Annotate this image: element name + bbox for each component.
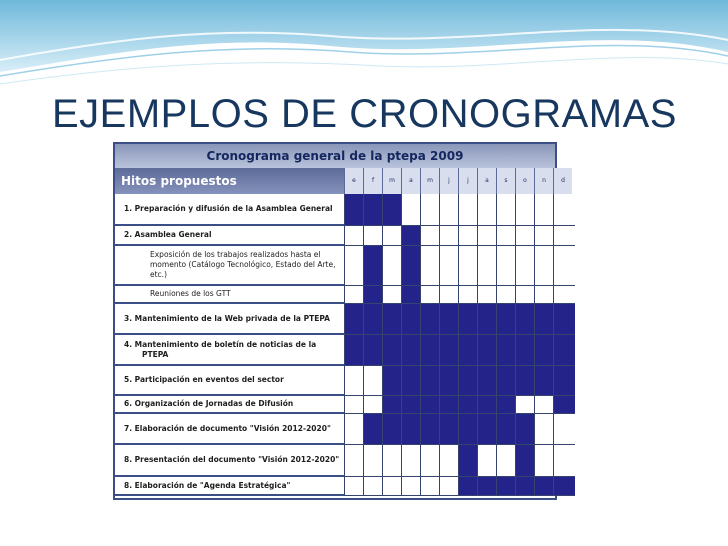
- milestone-label: 3. Mantenimiento de la Web privada de la PTEPA: [115, 304, 344, 335]
- table-row: [115, 366, 555, 396]
- gantt-bar-cell: [477, 396, 496, 414]
- gantt-bar-cell: [458, 396, 477, 414]
- gantt-empty-cell: [477, 246, 496, 286]
- gantt-empty-cell: [363, 226, 382, 246]
- milestone-label: 1. Preparación y difusión de la Asamblea General: [115, 194, 344, 226]
- gantt-bar-cell: [515, 304, 534, 335]
- gantt-empty-cell: [458, 226, 477, 246]
- gantt-bar-cell: [496, 335, 515, 366]
- gantt-bar-cell: [401, 246, 420, 286]
- header-wave-decoration: [0, 0, 728, 90]
- gantt-bar-cell: [363, 246, 382, 286]
- gantt-empty-cell: [553, 414, 575, 445]
- gantt-empty-cell: [515, 396, 534, 414]
- milestone-label: 5. Participación en eventos del sector: [115, 366, 344, 396]
- gantt-bar-cell: [401, 414, 420, 445]
- gantt-empty-cell: [534, 396, 553, 414]
- gantt-bar-cell: [534, 477, 553, 496]
- gantt-empty-cell: [439, 194, 458, 226]
- gantt-bar-cell: [420, 414, 439, 445]
- gantt-bar-cell: [515, 445, 534, 477]
- month-header: a: [401, 168, 420, 194]
- gantt-empty-cell: [496, 246, 515, 286]
- milestone-label: 8. Elaboración de "Agenda Estratégica": [115, 477, 344, 496]
- month-header: o: [515, 168, 534, 194]
- gantt-empty-cell: [344, 246, 363, 286]
- gantt-empty-cell: [420, 445, 439, 477]
- gantt-empty-cell: [439, 226, 458, 246]
- milestones-header: Hitos propuestos: [121, 174, 237, 188]
- gantt-empty-cell: [344, 286, 363, 304]
- gantt-empty-cell: [458, 194, 477, 226]
- gantt-bar-cell: [477, 304, 496, 335]
- gantt-empty-cell: [344, 477, 363, 496]
- gantt-empty-cell: [458, 286, 477, 304]
- gantt-bar-cell: [477, 366, 496, 396]
- milestone-label: 8. Presentación del documento "Visión 2012-2020": [115, 445, 344, 477]
- gantt-empty-cell: [515, 286, 534, 304]
- gantt-bar-cell: [496, 414, 515, 445]
- gantt-empty-cell: [420, 194, 439, 226]
- gantt-chart: [113, 142, 565, 500]
- table-row: [115, 335, 555, 366]
- gantt-bar-cell: [515, 477, 534, 496]
- gantt-empty-cell: [534, 286, 553, 304]
- month-header: m: [420, 168, 439, 194]
- gantt-empty-cell: [477, 445, 496, 477]
- gantt-bar-cell: [344, 335, 363, 366]
- gantt-empty-cell: [534, 194, 553, 226]
- gantt-bar-cell: [439, 414, 458, 445]
- month-header: n: [534, 168, 553, 194]
- table-row: [115, 396, 555, 414]
- gantt-bar-cell: [515, 414, 534, 445]
- gantt-empty-cell: [344, 366, 363, 396]
- gantt-bar-cell: [363, 414, 382, 445]
- gantt-empty-cell: [458, 246, 477, 286]
- gantt-bar-cell: [363, 194, 382, 226]
- month-header: s: [496, 168, 515, 194]
- month-header: j: [439, 168, 458, 194]
- gantt-empty-cell: [534, 226, 553, 246]
- gantt-bar-cell: [534, 366, 553, 396]
- slide-title: EJEMPLOS DE CRONOGRAMAS: [52, 92, 677, 136]
- gantt-empty-cell: [439, 477, 458, 496]
- gantt-empty-cell: [382, 477, 401, 496]
- gantt-empty-cell: [420, 286, 439, 304]
- gantt-bar-cell: [439, 366, 458, 396]
- gantt-bar-cell: [420, 304, 439, 335]
- gantt-bar-cell: [496, 477, 515, 496]
- table-row: [115, 445, 555, 477]
- gantt-empty-cell: [363, 396, 382, 414]
- gantt-bar-cell: [477, 477, 496, 496]
- gantt-bar-cell: [458, 477, 477, 496]
- gantt-empty-cell: [344, 396, 363, 414]
- gantt-empty-cell: [534, 246, 553, 286]
- gantt-bar-cell: [401, 335, 420, 366]
- milestone-label: Exposición de los trabajos realizados hasta el momento (Catálogo Tecnológico, Estado del Arte, etc.): [115, 246, 344, 286]
- gantt-empty-cell: [420, 246, 439, 286]
- gantt-bar-cell: [363, 335, 382, 366]
- gantt-empty-cell: [515, 226, 534, 246]
- gantt-bar-cell: [382, 194, 401, 226]
- gantt-bar-cell: [420, 366, 439, 396]
- gantt-empty-cell: [439, 445, 458, 477]
- milestone-label: Reuniones de los GTT: [115, 286, 344, 304]
- month-header: d: [553, 168, 572, 194]
- table-row: [115, 246, 555, 286]
- gantt-empty-cell: [344, 445, 363, 477]
- table-row: [115, 477, 555, 496]
- gantt-empty-cell: [515, 194, 534, 226]
- milestone-label: 6. Organización de Jornadas de Difusión: [115, 396, 344, 414]
- month-header: f: [363, 168, 382, 194]
- gantt-empty-cell: [420, 477, 439, 496]
- gantt-empty-cell: [496, 194, 515, 226]
- gantt-empty-cell: [344, 226, 363, 246]
- gantt-empty-cell: [477, 286, 496, 304]
- gantt-bar-cell: [458, 335, 477, 366]
- month-header: e: [344, 168, 363, 194]
- milestone-label: 7. Elaboración de documento "Visión 2012-2020": [115, 414, 344, 445]
- gantt-empty-cell: [363, 477, 382, 496]
- gantt-bar-cell: [477, 414, 496, 445]
- gantt-bar-cell: [401, 304, 420, 335]
- gantt-bar-cell: [382, 304, 401, 335]
- gantt-bar-cell: [382, 335, 401, 366]
- gantt-bar-cell: [458, 445, 477, 477]
- milestone-label: 2. Asamblea General: [115, 226, 344, 246]
- gantt-header-row: [115, 168, 565, 194]
- gantt-empty-cell: [382, 445, 401, 477]
- gantt-bar-cell: [553, 366, 575, 396]
- month-header: a: [477, 168, 496, 194]
- gantt-bar-cell: [553, 304, 575, 335]
- gantt-bar-cell: [477, 335, 496, 366]
- gantt-empty-cell: [553, 286, 575, 304]
- gantt-bar-cell: [382, 414, 401, 445]
- gantt-bar-cell: [553, 396, 575, 414]
- gantt-empty-cell: [515, 246, 534, 286]
- month-header: m: [382, 168, 401, 194]
- gantt-empty-cell: [496, 226, 515, 246]
- table-row: [115, 414, 555, 445]
- milestone-label: 4. Mantenimiento de boletín de noticias de la PTEPA: [115, 335, 344, 366]
- gantt-empty-cell: [401, 194, 420, 226]
- gantt-empty-cell: [534, 445, 553, 477]
- gantt-bar-cell: [344, 304, 363, 335]
- gantt-bar-cell: [534, 304, 553, 335]
- gantt-bar-cell: [439, 304, 458, 335]
- gantt-empty-cell: [534, 414, 553, 445]
- table-row: [115, 304, 555, 335]
- gantt-bar-cell: [401, 286, 420, 304]
- gantt-empty-cell: [496, 286, 515, 304]
- table-row: [115, 286, 555, 304]
- gantt-bar-cell: [496, 366, 515, 396]
- gantt-bar-cell: [363, 286, 382, 304]
- gantt-bar-cell: [401, 396, 420, 414]
- month-header: j: [458, 168, 477, 194]
- gantt-empty-cell: [420, 226, 439, 246]
- gantt-bar-cell: [382, 396, 401, 414]
- gantt-bar-cell: [458, 304, 477, 335]
- gantt-bar-cell: [344, 194, 363, 226]
- gantt-bar-cell: [382, 366, 401, 396]
- table-row: [115, 226, 555, 246]
- gantt-empty-cell: [382, 226, 401, 246]
- gantt-bar-cell: [363, 304, 382, 335]
- gantt-empty-cell: [553, 246, 575, 286]
- gantt-empty-cell: [439, 286, 458, 304]
- gantt-empty-cell: [401, 445, 420, 477]
- gantt-empty-cell: [439, 246, 458, 286]
- gantt-bar-cell: [515, 366, 534, 396]
- gantt-empty-cell: [496, 445, 515, 477]
- gantt-empty-cell: [363, 445, 382, 477]
- gantt-bar-cell: [515, 335, 534, 366]
- gantt-bar-cell: [439, 335, 458, 366]
- table-row: [115, 194, 555, 226]
- gantt-empty-cell: [553, 194, 575, 226]
- gantt-bar-cell: [553, 335, 575, 366]
- gantt-bar-cell: [496, 396, 515, 414]
- gantt-empty-cell: [401, 477, 420, 496]
- gantt-bar-cell: [458, 414, 477, 445]
- gantt-empty-cell: [477, 226, 496, 246]
- gantt-empty-cell: [553, 445, 575, 477]
- gantt-bar-cell: [553, 477, 575, 496]
- gantt-bar-cell: [420, 335, 439, 366]
- gantt-empty-cell: [344, 414, 363, 445]
- gantt-title: Cronograma general de la ptepa 2009: [115, 144, 555, 168]
- gantt-bar-cell: [401, 366, 420, 396]
- gantt-empty-cell: [382, 246, 401, 286]
- gantt-empty-cell: [553, 226, 575, 246]
- gantt-empty-cell: [477, 194, 496, 226]
- gantt-bar-cell: [496, 304, 515, 335]
- gantt-bar-cell: [439, 396, 458, 414]
- gantt-bar-cell: [458, 366, 477, 396]
- gantt-empty-cell: [382, 286, 401, 304]
- gantt-empty-cell: [363, 366, 382, 396]
- gantt-bar-cell: [534, 335, 553, 366]
- gantt-bar-cell: [420, 396, 439, 414]
- gantt-bar-cell: [401, 226, 420, 246]
